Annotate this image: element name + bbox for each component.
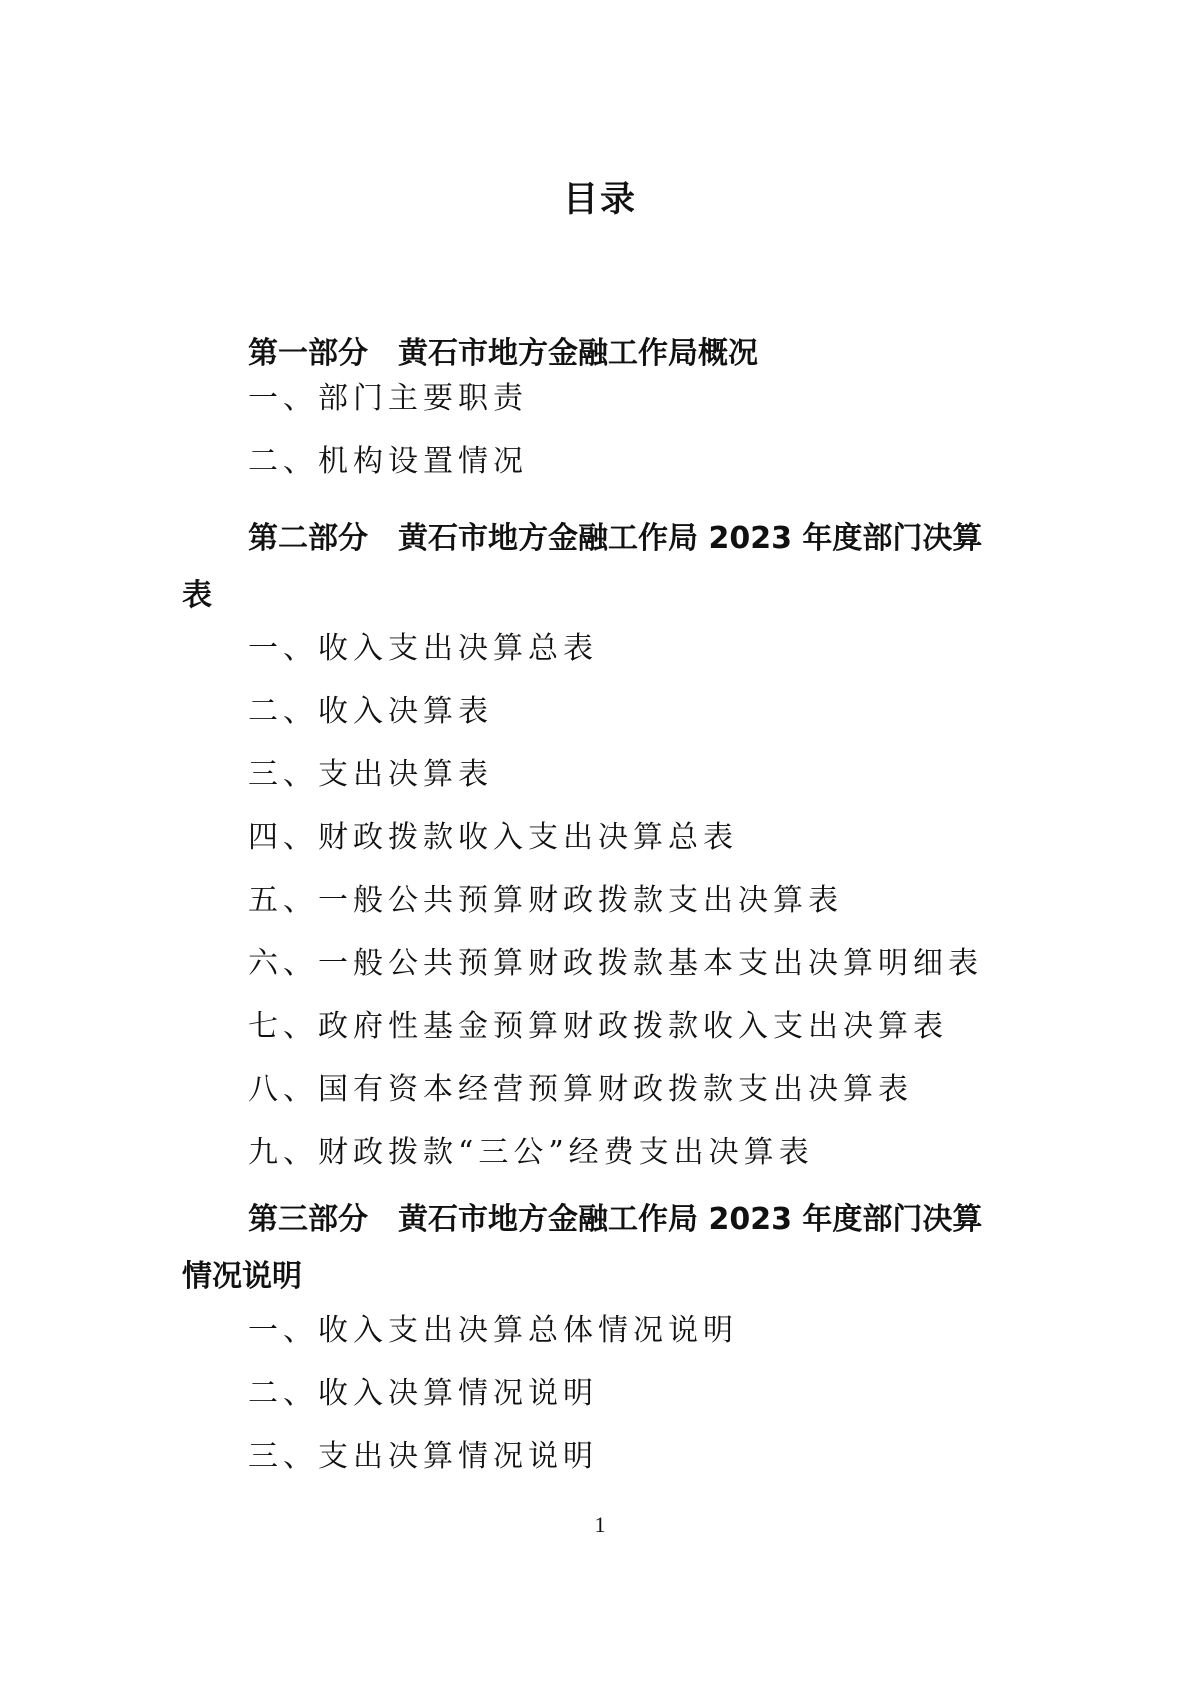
toc-part1-item-2[interactable]: 二、机构设置情况 [248,444,528,479]
toc-part2-item-9[interactable]: 九、财政拨款“三公”经费支出决算表 [248,1135,814,1170]
toc-part3-item-3[interactable]: 三、支出决算情况说明 [248,1439,598,1474]
toc-part2-item-7[interactable]: 七、政府性基金预算财政拨款收入支出决算表 [248,1009,948,1044]
toc-part2-item-4[interactable]: 四、财政拨款收入支出决算总表 [248,820,738,855]
toc-part3-heading[interactable]: 第三部分 黄石市地方金融工作局 2023 年度部门决算 [248,1202,983,1237]
toc-part2-item-2[interactable]: 二、收入决算表 [248,694,493,729]
toc-part2-heading-cont[interactable]: 表 [182,578,212,613]
toc-part2-item-1[interactable]: 一、收入支出决算总表 [248,631,598,666]
page-number: 1 [594,1512,606,1537]
page-title: 目录 [562,180,637,220]
toc-part3-item-2[interactable]: 二、收入决算情况说明 [248,1376,598,1411]
toc-part2-item-6[interactable]: 六、一般公共预算财政拨款基本支出决算明细表 [248,946,983,981]
toc-part2-item-5[interactable]: 五、一般公共预算财政拨款支出决算表 [248,883,843,918]
toc-part2-heading[interactable]: 第二部分 黄石市地方金融工作局 2023 年度部门决算 [248,521,983,556]
toc-part2-item-8[interactable]: 八、国有资本经营预算财政拨款支出决算表 [248,1072,913,1107]
toc-part3-heading-cont[interactable]: 情况说明 [182,1259,302,1294]
toc-part1-heading[interactable]: 第一部分 黄石市地方金融工作局概况 [248,336,758,371]
toc-part1-item-1[interactable]: 一、部门主要职责 [248,381,528,416]
toc-part2-item-3[interactable]: 三、支出决算表 [248,757,493,792]
toc-part3-item-1[interactable]: 一、收入支出决算总体情况说明 [248,1313,738,1348]
